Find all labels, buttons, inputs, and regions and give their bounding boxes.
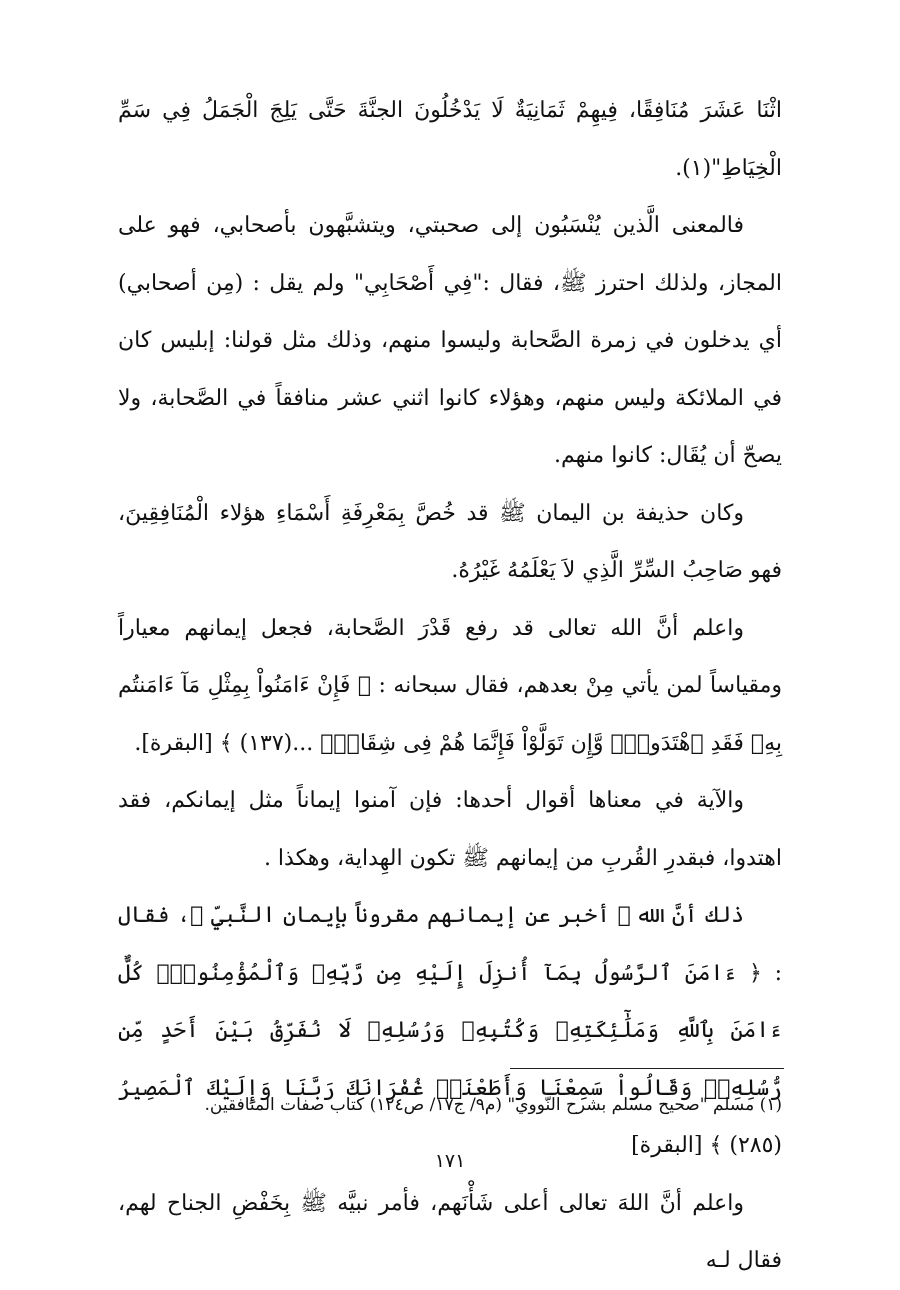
paragraph-lower-wing: واعلم أنَّ اللهَ تعالى أعلى شَأْنَهم، فأمر نبيَّه ﷺ بِخَفْضِ الجناح لهم، فقال لـه — [118, 1190, 782, 1273]
paragraph-verse-meaning: والآية في معناها أقوال أحدها: فإن آمنوا إيماناً مثل إيمانكم، فقد اهتدوا، فبقدرِ القُربِ من إيمانهم ﷺ تكون الهِداية، وهكذا . — [118, 788, 782, 871]
paragraph-hadith-ending: اثْنَا عَشَرَ مُنَافِقًا، فِيهِمْ ثَمَانِيَةٌ لَا يَدْخُلُونَ الجنَّةَ حَتَّى يَلِجَ الْجَمَلُ فِي سَمِّ الْخِيَاطِ"(١). — [118, 98, 782, 181]
paragraph-meaning: فالمعنى الَّذين يُنْسَبُون إلى صحبتي، ويتشبَّهون بأصحابي، فهو على المجاز، ولذلك احترز ﷺ، فقال :"فِي أَصْحَابِي" ولم يقل : (مِن أصحابي) أي يدخلون في زمرة الصَّحابة وليسوا منهم، وذلك مثل قولنا: إبليس كان في الملائكة وليس منهم، وهؤلاء كانوا اثني عشر منافقاً في الصَّحابة، ولا يصحّ أن يُقَال: كانوا منهم. — [118, 213, 782, 468]
paragraph-belief-verse: ذلك أنَّ الله ﷻ أخبر عن إيمانهم مقروناً بإيمان النَّبيِّ ﷺ، فقال : ﴿ ءَامَنَ ٱلرَّسُولُ بِمَآ أُنزِلَ إِلَيْهِ مِن رَّبِّهِۦ وَٱلْمُؤْمِنُونَۚ كُلٌّ ءَامَنَ بِٱللَّهِ وَمَلَٰٓئِكَتِهِۦ وَكُتُبِهِۦ وَرُسُلِهِۦ لَا نُفَرِّقُ بَيْنَ أَحَدٍ مِّن رُّسُلِهِۦۚ وَقَالُواْ سَمِعْنَا وَأَطَعْنَاۖ غُفْرَانَكَ رَبَّنَا وَإِلَيْكَ ٱلْمَصِيرُ (٢٨٥) ﴾ [البقرة] — [118, 903, 782, 1158]
footnote: (١) مسلم "صحيح مسلم بشرح النّووي" (م٩/ ج١٧/ ص١٢٤) كتاب صفات المنافقين. — [204, 1095, 782, 1115]
paragraph-hudhayfa: وكان حذيفة بن اليمان ﷺ قد خُصَّ بِمَعْرِفَةِ أَسْمَاءِ هؤلاء الْمُنَافِقِينَ، فهو صَاحِبُ السِّرِّ الَّذِي لاَ يَعْلَمُهُ غَيْرُهُ. — [118, 500, 782, 583]
paragraph-companions-status: واعلم أنَّ الله تعالى قد رفع قَدْرَ الصَّحابة، فجعل إيمانهم معياراً ومقياساً لمن يأتي مِنْ بعدهم، فقال سبحانه : ﴿ فَإِنْ ءَامَنُواْ بِمِثْلِ مَآ ءَامَنتُم بِهِۦ فَقَدِ ٱهْتَدَواْۖ وَّإِن تَوَلَّوْاْ فَإِنَّمَا هُمْ فِى شِقَاقٍۖ ...(١٣٧) ﴾ [البقرة]. — [118, 615, 782, 756]
footnote-divider — [510, 1068, 784, 1069]
page-number: ١٧١ — [434, 1150, 466, 1172]
